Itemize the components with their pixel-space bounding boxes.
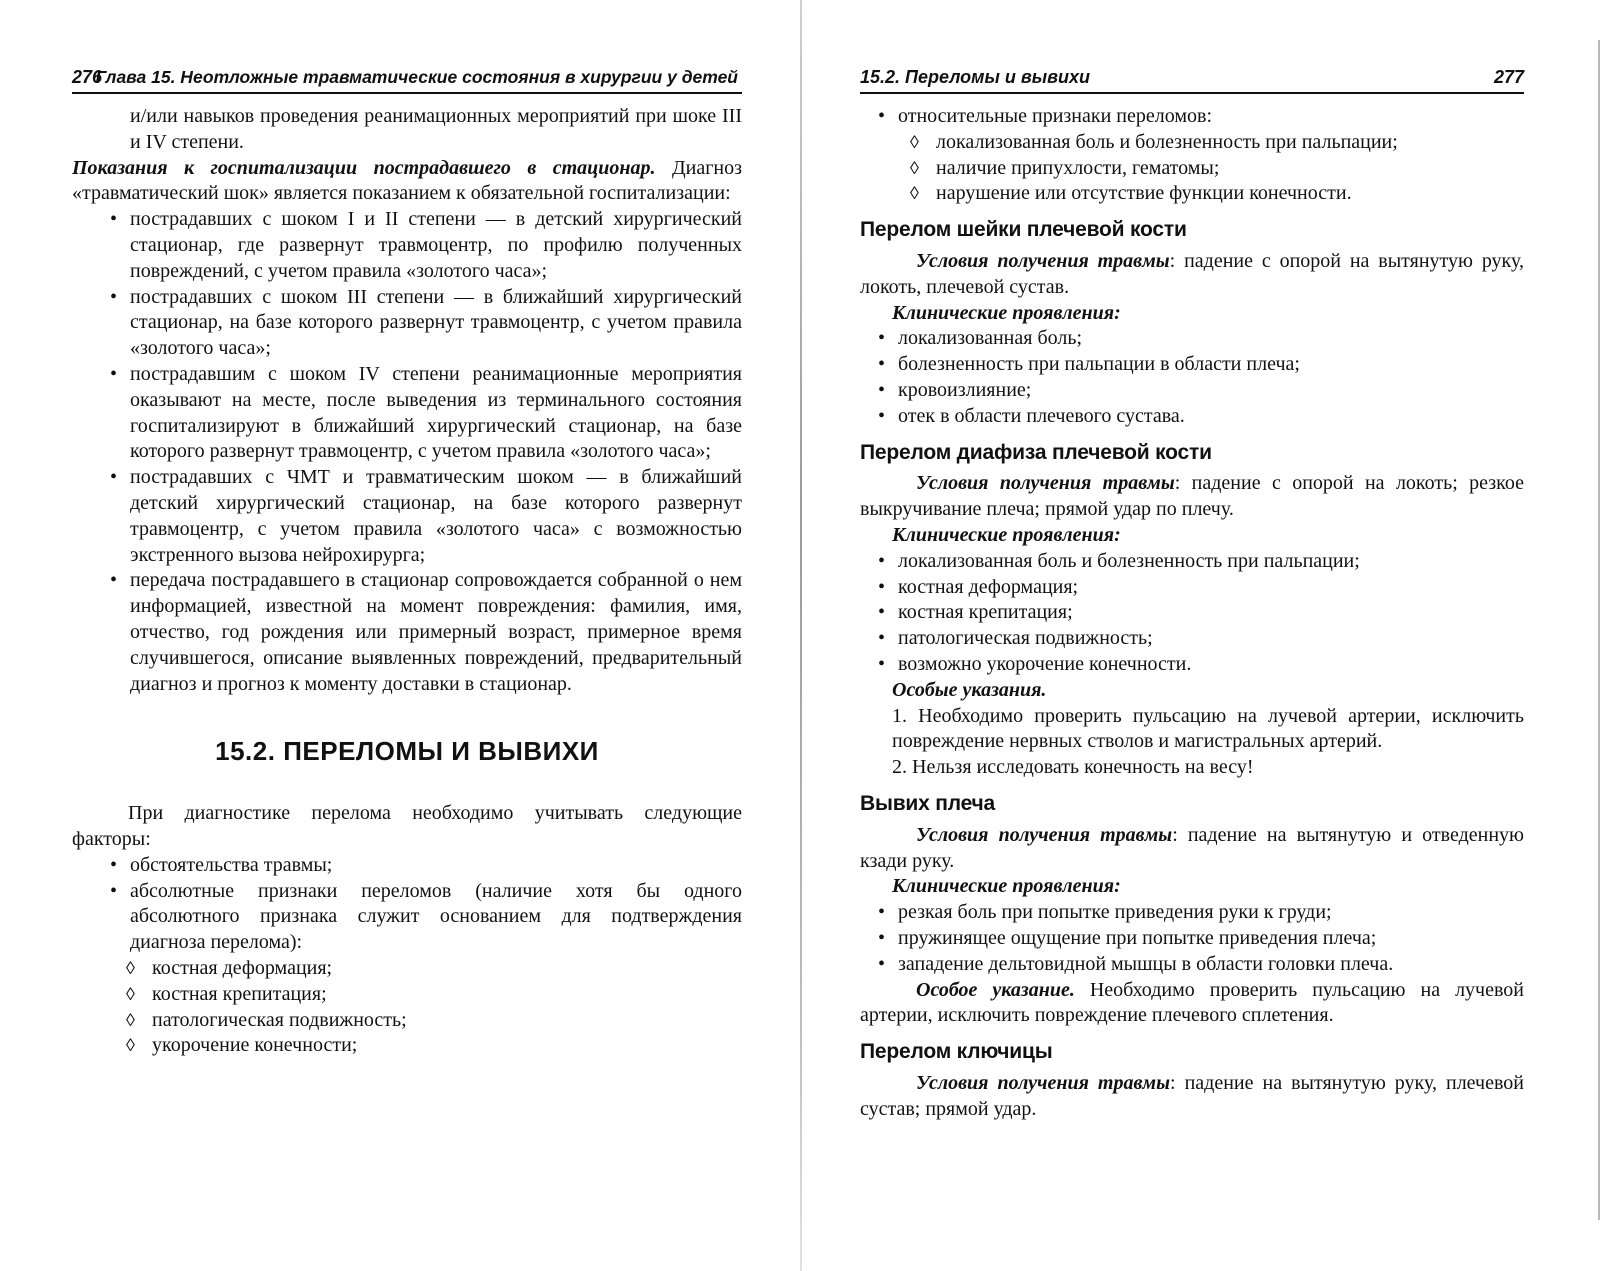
list-item: • костная деформация; <box>898 575 1524 601</box>
special-note: 1. Необходимо проверить пульсацию на лучевой артерии, исключить повреждение нервных стволов и магистральных артерий. <box>892 704 1524 753</box>
relative-signs-item <box>860 104 1524 130</box>
page-number: 276 <box>72 67 103 87</box>
clinical-list <box>860 549 1524 678</box>
section-title: 15.2. ПЕРЕЛОМЫ И ВЫВИХИ <box>215 736 599 767</box>
list-item: ◊ наличие припухлости, гематомы; <box>936 156 1524 182</box>
list-item: • локализованная боль; <box>898 326 1524 352</box>
conditions-label: Условия получения травмы <box>916 823 1173 846</box>
running-header-left <box>72 62 742 94</box>
hospitalization-text: Диагноз «травматический шок» является показанием к обязательной госпитализации: <box>72 156 742 205</box>
list-item: • резкая боль при попытке приведения руки к груди; <box>898 900 1524 926</box>
list-item: • передача пострадавшего в стационар сопровождается собранной о нем информацией, известной на момент повреждения: фамилия, имя, отчество, год рождения или примерный возраст, примерное время случившегося, описание выявленных повреждений, предварительный диагноз и прогноз к моменту доставки в стационар. <box>130 568 742 697</box>
list-item: • локализованная боль и болезненность при пальпации; <box>898 549 1524 575</box>
list-item: ◊ костная крепитация; <box>152 982 742 1008</box>
special-note-text: Необходимо проверить пульсацию на лучевой артерии, исключить повреждение плечевого сплетения. <box>860 978 1524 1027</box>
list-item: ◊ укорочение конечности; <box>152 1033 742 1059</box>
conditions-label: Условия получения травмы <box>916 472 1175 495</box>
left-page-body <box>72 104 742 1059</box>
list-item: • обстоятельства травмы; <box>130 853 742 879</box>
list-item: • пружинящее ощущение при попытке приведения плеча; <box>898 926 1524 952</box>
list-item: • патологическая подвижность; <box>898 626 1524 652</box>
subsection-heading: Перелом шейки плечевой кости <box>860 218 1187 242</box>
conditions-paragraph <box>860 823 1524 875</box>
conditions-label: Условия получения травмы <box>916 1071 1170 1094</box>
list-item: • кровоизлияние; <box>898 378 1524 404</box>
hospitalization-heading: Показания к госпитализации пострадавшего в стационар. <box>72 156 656 179</box>
factors-list <box>72 853 742 956</box>
list-item: • отек в области плечевого сустава. <box>898 404 1524 430</box>
clinical-list <box>860 326 1524 429</box>
special-note-paragraph <box>860 978 1524 1030</box>
clinical-list <box>860 900 1524 977</box>
conditions-paragraph <box>860 471 1524 523</box>
absolute-signs-list <box>72 956 742 1059</box>
page-number: 277 <box>1493 67 1524 87</box>
hospitalization-paragraph <box>72 156 742 208</box>
list-item: ◊ патологическая подвижность; <box>152 1008 742 1034</box>
list-item: • пострадавших с ЧМТ и травматическим шоком — в ближайший детский хирургический стационар, на базе которого развернут травмоцентр, с учетом правила «золотого часа» с возможностью экстренного вызова нейрохирурга; <box>130 465 742 568</box>
conditions-label: Условия получения травмы <box>916 249 1170 272</box>
right-page-body <box>860 104 1524 1122</box>
hospitalization-list <box>72 207 742 697</box>
list-item: • костная крепитация; <box>898 600 1524 626</box>
conditions-paragraph <box>860 249 1524 301</box>
list-item: • относительные признаки переломов: <box>898 104 1524 130</box>
intro-paragraph: При диагностике перелома необходимо учитывать следующие факторы: <box>72 802 742 850</box>
list-item: • пострадавших с шоком I и II степени — в детский хирургический стационар, где развернут травмоцентр, по профилю полученных повреждений, с учетом правила «золотого часа»; <box>130 207 742 284</box>
conditions-text: : падение на вытянутую и отведенную кзади руку. <box>860 823 1524 872</box>
list-item: • абсолютные признаки переломов (наличие хотя бы одного абсолютного признака служит основанием для подтверждения диагноза перелома): <box>130 879 742 956</box>
clinical-label: Клинические проявления: <box>892 523 1121 546</box>
subsection-heading: Вывих плеча <box>860 791 996 815</box>
list-item: ◊ нарушение или отсутствие функции конечности. <box>936 181 1524 207</box>
running-title: 15.2. Переломы и вывихи <box>860 67 1090 87</box>
conditions-text: : падение на вытянутую руку, плечевой сустав; прямой удар. <box>860 1071 1524 1120</box>
relative-signs-list <box>860 130 1524 207</box>
subsection-heading: Перелом ключицы <box>860 1040 1053 1064</box>
conditions-text: : падение с опорой на локоть; резкое выкручивание плеча; прямой удар по плечу. <box>860 472 1524 521</box>
list-item: ◊ локализованная боль и болезненность при пальпации; <box>936 130 1524 156</box>
list-item: • пострадавших с шоком III степени — в ближайший хирургический стационар, на базе которого развернут травмоцентр, с учетом правила «золотого часа»; <box>130 285 742 362</box>
conditions-text: : падение с опорой на вытянутую руку, локоть, плечевой сустав. <box>860 249 1524 298</box>
special-notes-label: Особые указания. <box>892 678 1047 701</box>
list-item: • западение дельтовидной мышцы в области головки плеча. <box>898 952 1524 978</box>
running-header-right <box>860 62 1524 94</box>
running-title: Глава 15. Неотложные травматические состояния в хирургии у детей <box>95 67 738 87</box>
continuation-text: и/или навыков проведения реанимационных мероприятий при шоке III и IV степени. <box>130 105 742 153</box>
right-page <box>860 0 1524 1271</box>
left-page <box>72 0 742 1271</box>
clinical-label: Клинические проявления: <box>892 301 1121 324</box>
list-item: • возможно укорочение конечности. <box>898 652 1524 678</box>
list-item: • пострадавшим с шоком IV степени реанимационные мероприятия оказывают на месте, после выведения из терминального состояния госпитализируют в ближайший хирургический стационар, на базе которого развернут травмоцентр, с учетом правила «золотого часа»; <box>130 362 742 465</box>
special-note: 2. Нельзя исследовать конечность на весу! <box>892 756 1254 779</box>
subsection-heading: Перелом диафиза плечевой кости <box>860 440 1212 464</box>
conditions-paragraph <box>860 1071 1524 1123</box>
page-gutter <box>800 0 802 1271</box>
list-item: ◊ костная деформация; <box>152 956 742 982</box>
special-note-label: Особое указание. <box>916 978 1075 1001</box>
list-item: • болезненность при пальпации в области плеча; <box>898 352 1524 378</box>
clinical-label: Клинические проявления: <box>892 875 1121 898</box>
